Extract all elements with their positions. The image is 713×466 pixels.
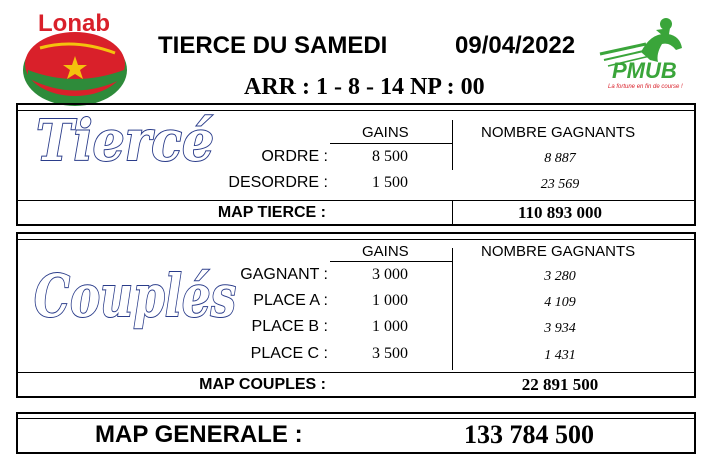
tierce-script-title: Tiercé — [36, 108, 215, 174]
arrivee-line: ARR : 1 - 8 - 14 NP : 00 — [244, 74, 485, 100]
couples-row-label: GAGNANT : — [240, 266, 328, 283]
couples-gains-underline — [330, 261, 452, 262]
tierce-map-divider — [16, 200, 696, 201]
couples-row-label: PLACE B : — [251, 318, 328, 335]
map-tierce-label: MAP TIERCE : — [217, 204, 326, 221]
couples-row-gagnants: 3 280 — [544, 269, 576, 284]
tierce-col-gagnants: NOMBRE GAGNANTS — [481, 124, 636, 141]
tierce-row-gagnants: 8 887 — [544, 151, 576, 166]
couples-col-gagnants: NOMBRE GAGNANTS — [481, 243, 636, 260]
couples-row-gagnants: 3 934 — [544, 321, 576, 336]
couples-row-label: PLACE C : — [250, 345, 328, 362]
tierce-row-gain: 1 500 — [372, 174, 408, 191]
couples-row-gain: 3 500 — [372, 345, 408, 362]
map-couples-value: 22 891 500 — [521, 375, 599, 394]
tierce-col-separator — [452, 120, 453, 170]
couples-row-gain: 1 000 — [372, 292, 408, 309]
couples-row-gagnants: 1 431 — [544, 348, 576, 363]
couples-col-separator — [452, 248, 453, 370]
couples-top-divider — [16, 239, 696, 240]
couples-row-label: PLACE A : — [253, 292, 328, 309]
pmub-slogan: La fortune en fin de course ! — [608, 84, 683, 90]
tierce-row-gagnants: 23 569 — [540, 177, 580, 192]
lonab-logo-text: Lonab — [38, 10, 110, 37]
couples-row-gain: 3 000 — [372, 266, 408, 283]
tierce-row-label: ORDRE : — [261, 148, 328, 165]
tierce-col-gains: GAINS — [362, 124, 409, 141]
tierce-gains-underline — [330, 143, 452, 144]
map-couples-label: MAP COUPLES : — [199, 376, 326, 393]
map-generale-label: MAP GENERALE : — [95, 421, 303, 448]
map-tierce-value: 110 893 000 — [517, 203, 603, 222]
couples-map-divider — [16, 372, 696, 373]
page-title: TIERCE DU SAMEDI — [158, 32, 388, 59]
pmub-logo-text: PMUB — [612, 58, 677, 83]
tierce-row-label: DESORDRE : — [228, 174, 328, 191]
couples-script-title: Couplés — [34, 262, 237, 330]
tierce-row-gain: 8 500 — [372, 148, 408, 165]
couples-row-gain: 1 000 — [372, 318, 408, 335]
couples-col-gains: GAINS — [362, 243, 409, 260]
pmub-logo — [596, 14, 692, 98]
page-date: 09/04/2022 — [455, 32, 576, 59]
map-generale-top-line — [16, 418, 696, 419]
lonab-logo — [20, 8, 132, 108]
couples-row-gagnants: 4 109 — [544, 295, 576, 310]
tierce-map-separator — [452, 200, 453, 226]
map-generale-value: 133 784 500 — [464, 420, 594, 449]
